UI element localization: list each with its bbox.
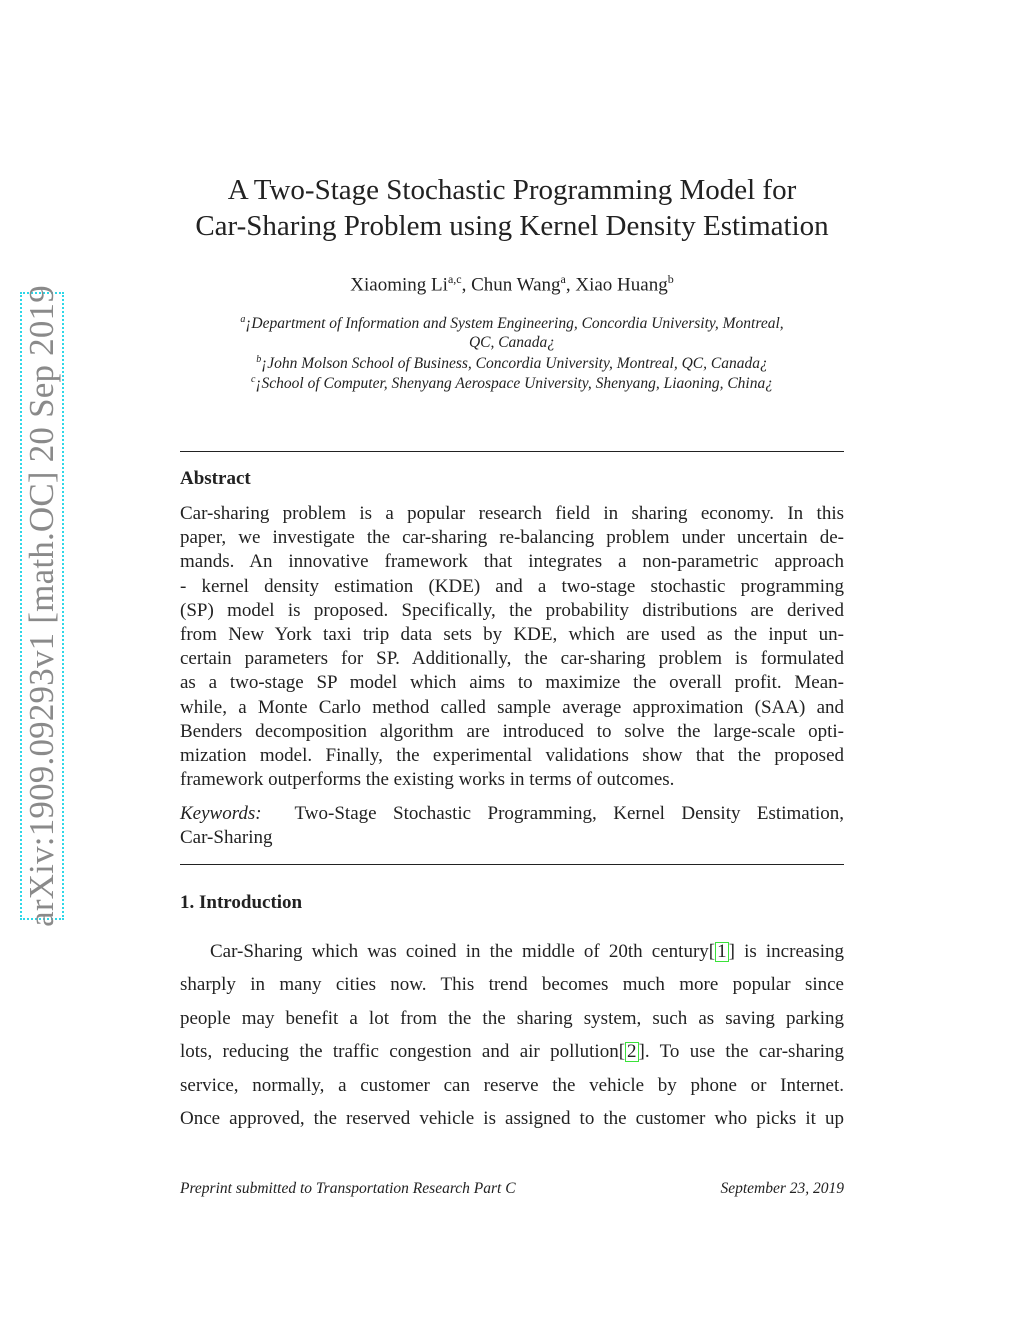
keywords-line	[180, 802, 844, 826]
abstract-line: from New York taxi trip data sets by KDE, which are used as the input un-	[180, 623, 844, 645]
affiliation-b	[180, 354, 844, 373]
affiliation-c-text: ¡School of Computer, Shenyang Aerospace University, Shenyang, Liaoning, China¿	[255, 375, 773, 393]
arxiv-stamp[interactable]	[20, 285, 64, 927]
abstract-line: while, a Monte Carlo method called sample average approximation (SAA) and	[180, 696, 844, 718]
abstract-line: mization model. Finally, the experimental validations show that the proposed	[180, 744, 844, 766]
divider	[180, 451, 844, 452]
author-affil-mark: a,c	[447, 272, 462, 286]
intro-text: is increasing	[734, 941, 844, 962]
citation-link[interactable]: 2	[627, 1041, 637, 1063]
intro-line: Once approved, the reserved vehicle is assigned to the customer who picks it up	[180, 1107, 844, 1129]
abstract-line: framework outperforms the existing works in terms of outcomes.	[180, 769, 675, 791]
affiliation-b-text: ¡John Molson School of Business, Concordia University, Montreal, QC, Canada¿	[261, 355, 768, 373]
intro-line: service, normally, a customer can reserve the vehicle by phone or Internet.	[180, 1074, 844, 1096]
abstract-line: paper, we investigate the car-sharing re-balancing problem under uncertain de-	[180, 527, 844, 549]
affiliation-c	[180, 374, 844, 393]
abstract-line: certain parameters for SP. Additionally, the car-sharing problem is formulated	[180, 648, 844, 670]
divider	[180, 864, 844, 865]
abstract-line: (SP) model is proposed. Specifically, the probability distributions are derived	[180, 599, 844, 621]
paper-title-line1: A Two-Stage Stochastic Programming Model for	[227, 174, 797, 206]
affil-mark: b	[256, 354, 262, 365]
intro-line: Car-Sharing which was coined in the middle of 20th century[ 1 ] is increasing	[210, 941, 844, 962]
intro-text: lots, reducing the traffic congestion and air pollution	[180, 1041, 619, 1063]
author-affil-mark: a	[560, 272, 566, 286]
abstract-line: Benders decomposition algorithm are introduced to solve the large-scale opti-	[180, 720, 844, 742]
arxiv-stamp-text: arXiv:1909.09293v1 [math.OC] 20 Sep 2019	[22, 285, 61, 927]
section-heading: 1. Introduction	[180, 892, 303, 913]
abstract-line: as a two-stage SP model which aims to maximize the overall profit. Mean-	[180, 672, 844, 694]
intro-text: . To use the car-sharing	[644, 1041, 844, 1063]
abstract-heading: Abstract	[180, 468, 251, 489]
author-affil-mark: b	[667, 272, 674, 286]
affiliation-a	[180, 314, 844, 333]
affiliation-a-cont: QC, Canada¿	[468, 334, 556, 351]
affiliation-a-text: ¡Department of Information and System Engineering, Concordia University, Montreal,	[245, 315, 784, 333]
keywords	[180, 802, 844, 850]
affil-mark: a	[240, 314, 246, 325]
abstract-body	[180, 502, 844, 792]
intro-line: people may benefit a lot from the the sharing system, such as saving parking	[180, 1007, 844, 1029]
keywords-text: Two-Stage Stochastic Programming, Kernel Density Estimation,	[294, 803, 844, 824]
citation-link[interactable]: 1	[717, 941, 727, 962]
intro-text: Car-Sharing which was coined in the middle of 20th century	[210, 941, 709, 962]
introduction-body	[180, 938, 844, 1138]
paper-title-line2: Car-Sharing Problem using Kernel Density Estimation	[195, 210, 829, 242]
abstract-line: - kernel density estimation (KDE) and a two-stage stochastic programming	[180, 575, 844, 597]
footer-preprint-note: Preprint submitted to Transportation Research Part C	[180, 1180, 516, 1197]
keywords-label: Keywords:	[180, 803, 262, 824]
abstract-line: mands. An innovative framework that integrates a non-parametric approach	[180, 551, 844, 573]
author-name: Xiaoming Li	[350, 274, 448, 296]
abstract-line: Car-sharing problem is a popular research field in sharing economy. In this	[180, 503, 844, 524]
intro-line: sharply in many cities now. This trend becomes much more popular since	[180, 974, 844, 996]
affil-mark: c	[251, 374, 256, 385]
author-list: Xiaoming Li$^{a,c}$, Chun Wang$^a$, Xiao Huang$^b$	[350, 272, 674, 296]
intro-line: lots, reducing the traffic congestion and air pollution[ 2 ]. To use the car-sharing	[180, 1041, 844, 1063]
author-name: Chun Wang	[471, 274, 561, 296]
footer-date: September 23, 2019	[720, 1180, 844, 1197]
author-name: Xiao Huang	[575, 274, 668, 296]
keywords-line: Car-Sharing	[180, 827, 273, 848]
